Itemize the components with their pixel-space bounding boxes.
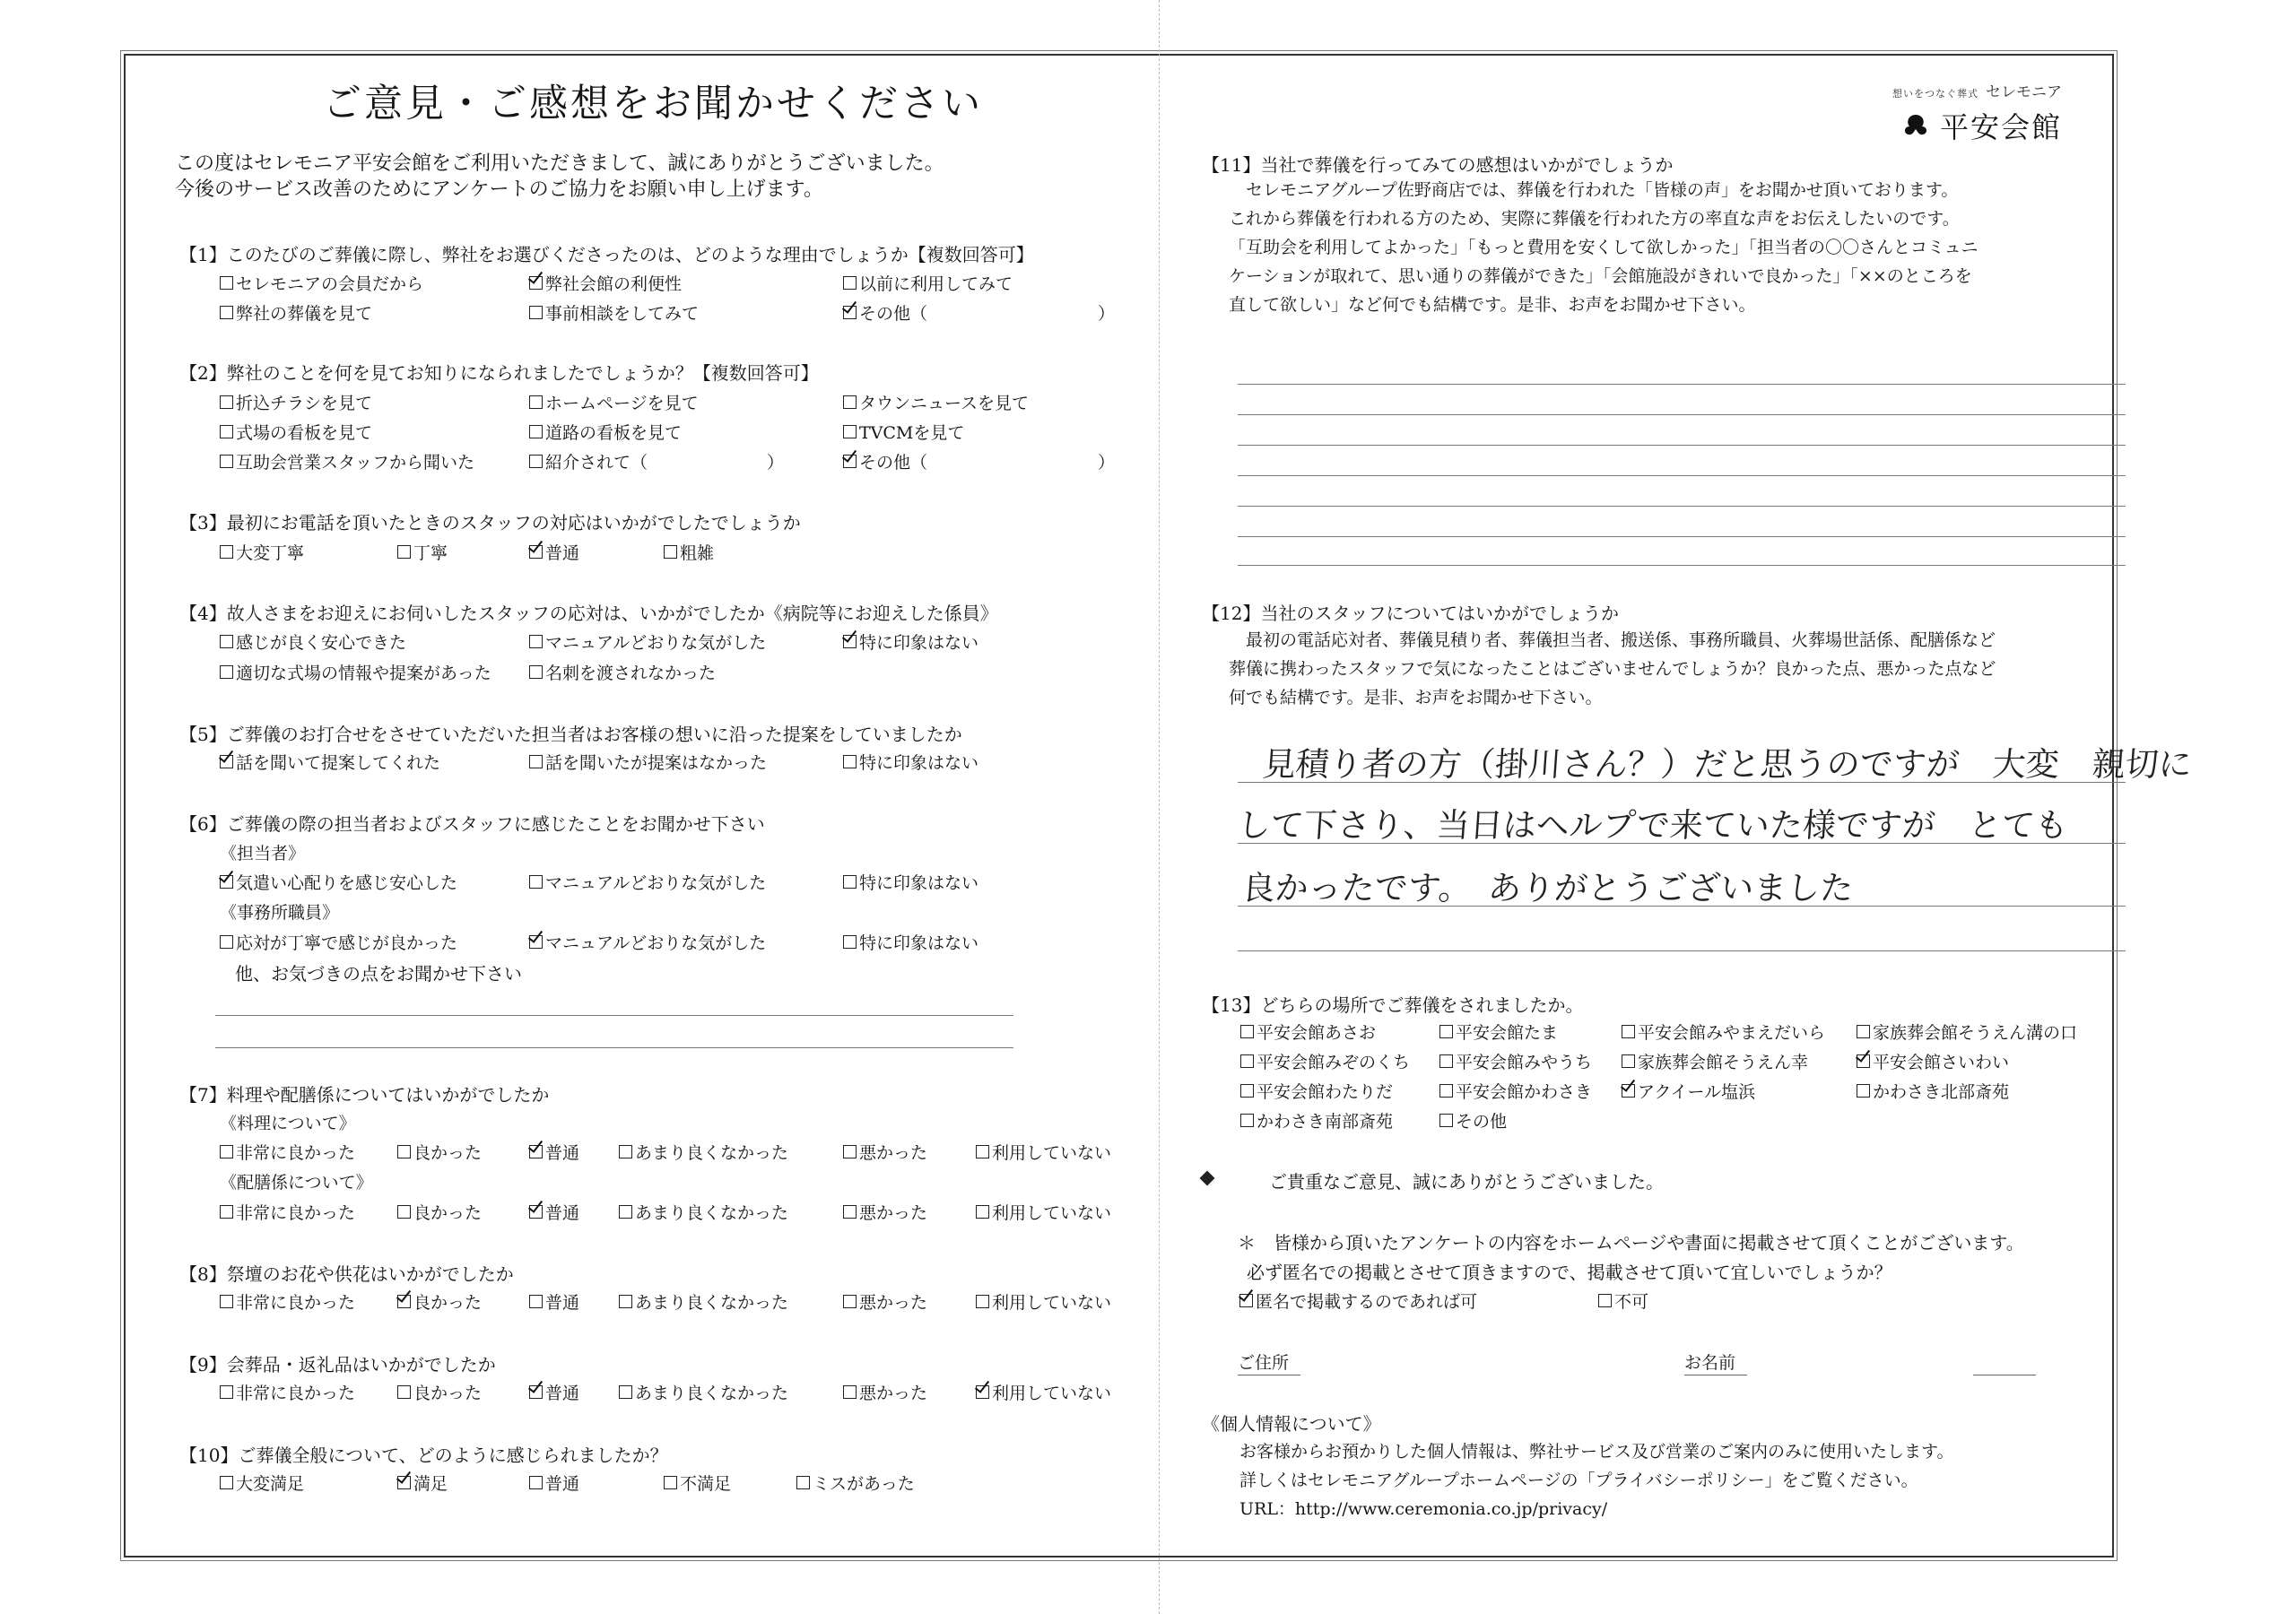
q1-option[interactable] <box>529 300 699 325</box>
option-label: 満足 <box>413 1474 448 1494</box>
option-label: 良かった <box>413 1293 483 1313</box>
q9-option[interactable] <box>976 1380 1111 1404</box>
checkbox[interactable] <box>843 276 857 290</box>
checkbox[interactable] <box>220 1476 233 1489</box>
checkbox[interactable] <box>664 1476 677 1489</box>
checked-checkbox[interactable] <box>220 875 233 889</box>
q2-option[interactable] <box>529 449 784 473</box>
q7-option[interactable] <box>619 1140 788 1164</box>
question-5-title: 【5】ご葬儀のお打合せをさせていただいた担当者はお客様の想いに沿った提案をしていましたか <box>179 724 962 745</box>
option-label: 不可 <box>1614 1292 1649 1312</box>
checkbox[interactable] <box>529 875 543 889</box>
option-label: 悪かった <box>859 1293 928 1313</box>
q9-option[interactable] <box>619 1380 788 1404</box>
option-label: 平安会館みやうち <box>1456 1053 1593 1072</box>
write-line[interactable] <box>1238 782 2126 783</box>
option-label: 良かった <box>413 1143 483 1163</box>
flower-icon <box>1900 112 1931 139</box>
checked-checkbox[interactable] <box>1622 1084 1635 1098</box>
intro-line: 今後のサービス改善のためにアンケートのご協力をお願い申し上げます。 <box>175 178 823 201</box>
option-label: 道路の看板を見て <box>545 423 683 443</box>
option-label: かわさき南部斎苑 <box>1257 1112 1394 1132</box>
checked-checkbox[interactable] <box>843 306 857 319</box>
checkbox[interactable] <box>529 395 543 409</box>
q2-option[interactable] <box>843 390 1029 414</box>
checkbox[interactable] <box>619 1295 632 1308</box>
option-label: 非常に良かった <box>236 1203 356 1223</box>
checkbox[interactable] <box>220 1295 233 1308</box>
option-label: 式場の看板を見て <box>236 423 373 443</box>
q13-option[interactable] <box>1439 1108 1507 1132</box>
option-label: 平安会館あさお <box>1257 1023 1377 1043</box>
q6-other-label: 他、お気づきの点をお聞かせ下さい <box>235 963 522 985</box>
q8-option[interactable] <box>397 1289 482 1314</box>
checkbox[interactable] <box>220 306 233 319</box>
checkbox[interactable] <box>529 665 543 679</box>
q13-option[interactable] <box>1857 1020 2077 1044</box>
handwritten-comment-line: して下さり、当日はヘルプで来ていた様ですが とても <box>1236 806 2070 845</box>
option-label: 普通 <box>545 543 580 563</box>
option-label: マニュアルどおりな気がした <box>545 633 767 653</box>
checkbox[interactable] <box>1439 1114 1453 1127</box>
option-label: TVCMを見て <box>859 423 965 443</box>
checkbox[interactable] <box>664 545 677 559</box>
q6-option[interactable] <box>220 930 457 954</box>
publish-option[interactable] <box>1239 1289 1477 1313</box>
option-label: 利用していない <box>992 1143 1112 1163</box>
option-label: あまり良くなかった <box>635 1143 789 1163</box>
q9-option[interactable] <box>397 1380 482 1404</box>
option-label: 利用していない <box>992 1384 1112 1403</box>
option-label: 弊社会館の利便性 <box>545 274 683 294</box>
option-label: 丁寧 <box>413 543 448 563</box>
intro-line: この度はセレモニア平安会館をご利用いただきまして、誠にありがとうございました。 <box>175 152 944 175</box>
question-3-title: 【3】最初にお電話を頂いたときのスタッフの対応はいかがでしたでしょうか <box>179 512 801 534</box>
checkbox[interactable] <box>619 1205 632 1219</box>
company-logo <box>1892 79 2062 146</box>
q10-option[interactable] <box>397 1471 448 1495</box>
page-title: ご意見・ご感想をお聞かせください <box>323 82 983 126</box>
option-label: 適切な式場の情報や提案があった <box>236 664 491 683</box>
checkbox[interactable] <box>220 935 233 949</box>
q2-option[interactable] <box>843 449 1115 473</box>
write-line[interactable] <box>1238 565 2126 566</box>
q7-option[interactable] <box>976 1200 1111 1224</box>
checkbox[interactable] <box>220 635 233 648</box>
option-label: 特に印象はない <box>859 633 979 653</box>
checkbox[interactable] <box>843 875 857 889</box>
q13-option[interactable] <box>1622 1020 1825 1044</box>
checkbox[interactable] <box>1857 1025 1870 1038</box>
q3-option[interactable] <box>220 540 304 564</box>
option-label: 特に印象はない <box>859 933 979 953</box>
checkbox[interactable] <box>220 276 233 290</box>
question-2-title: 【2】弊社のことを何を見てお知りになられましたでしょうか？【複数回答可】 <box>179 362 819 384</box>
option-label: 良かった <box>413 1203 483 1223</box>
q13-option[interactable] <box>1439 1049 1592 1073</box>
q2-option[interactable] <box>220 390 372 414</box>
checked-checkbox[interactable] <box>529 935 543 949</box>
checked-checkbox[interactable] <box>529 1205 543 1219</box>
option-label: 良かった <box>413 1384 483 1403</box>
option-label: かわさき北部斎苑 <box>1873 1082 2010 1102</box>
checked-checkbox[interactable] <box>1857 1054 1870 1068</box>
question-7-title: 【7】料理や配膳係についてはいかがでしたか <box>179 1084 550 1106</box>
option-label: 弊社の葬儀を見て <box>236 304 373 324</box>
q7-sub-heading: 《配膳係について》 <box>220 1173 373 1193</box>
q2-option[interactable] <box>220 449 474 473</box>
checked-checkbox[interactable] <box>976 1385 989 1399</box>
q6-option[interactable] <box>529 870 766 894</box>
q3-option[interactable] <box>664 540 714 564</box>
checkbox[interactable] <box>220 455 233 468</box>
checked-checkbox[interactable] <box>843 455 857 468</box>
q6-option[interactable] <box>529 930 766 954</box>
checked-checkbox[interactable] <box>843 635 857 648</box>
q7-option[interactable] <box>220 1140 355 1164</box>
option-label: 折込チラシを見て <box>236 394 373 413</box>
q7-option[interactable] <box>220 1200 355 1224</box>
option-label: 非常に良かった <box>236 1143 356 1163</box>
q5-option[interactable] <box>529 750 767 774</box>
option-label: 大変満足 <box>236 1474 305 1494</box>
privacy-url-link[interactable]: URL：http://www.ceremonia.co.jp/privacy/ <box>1239 1499 1608 1519</box>
checkbox[interactable] <box>843 1385 857 1399</box>
q4-option[interactable] <box>843 629 978 654</box>
checkbox[interactable] <box>976 1145 989 1158</box>
question-10-title: 【10】ご葬儀全般について、どのように感じられましたか？ <box>179 1445 668 1466</box>
question-1-title: 【1】このたびのご葬儀に際し、弊社をお選びくださったのは、どのような理由でしょうか【複数回答可】 <box>179 244 1034 265</box>
q8-option[interactable] <box>220 1289 355 1314</box>
option-label: 平安会館たま <box>1456 1023 1559 1043</box>
option-label: あまり良くなかった <box>635 1384 789 1403</box>
checkbox[interactable] <box>843 935 857 949</box>
checkbox[interactable] <box>397 1385 411 1399</box>
option-label: 普通 <box>545 1474 580 1494</box>
q13-option[interactable] <box>1857 1049 2009 1073</box>
checkbox[interactable] <box>1598 1294 1612 1307</box>
q3-option[interactable] <box>397 540 448 564</box>
option-label: 紹介されて（ ） <box>545 453 785 473</box>
q4-option[interactable] <box>220 629 406 654</box>
q11-description: セレモニアグループ佐野商店では、葬儀を行われた「皆様の声」をお聞かせ頂いております。 これから葬儀を行われる方のため、実際に葬儀を行われた方の率直な声をお伝えしたいのです。 「互助会を利用してよかった」「もっと費用を安くして欲しかった」「担当者の〇〇さんとコミュニ ケーションが取れて、思い通りの葬儀ができた」「会館施設がきれいで良かった」「××のところを 直して欲しい」など何でも結構です。是非、お声をお聞かせ下さい。 <box>1229 180 1979 315</box>
checkbox[interactable] <box>843 425 857 438</box>
q13-option[interactable] <box>1622 1079 1755 1103</box>
q7-sub-heading: 《料理について》 <box>220 1114 356 1133</box>
question-4-title: 【4】故人さまをお迎えにお伺いしたスタッフの応対は、いかがでしたか《病院等にお迎えした係員》 <box>179 603 998 624</box>
q7-option[interactable] <box>619 1200 788 1224</box>
q2-option[interactable] <box>529 420 682 444</box>
checkbox[interactable] <box>843 395 857 409</box>
checked-checkbox[interactable] <box>397 1476 411 1489</box>
option-label: 平安会館わたりだ <box>1257 1082 1394 1102</box>
q13-option[interactable] <box>1622 1049 1808 1073</box>
write-line[interactable] <box>1238 414 2126 415</box>
checkbox[interactable] <box>220 425 233 438</box>
option-label: 互助会営業スタッフから聞いた <box>236 453 475 473</box>
option-label: 普通 <box>545 1143 580 1163</box>
q1-option[interactable] <box>220 300 372 325</box>
option-label: 平安会館かわさき <box>1456 1082 1593 1102</box>
option-label: 悪かった <box>859 1143 928 1163</box>
option-label: 家族葬会館そうえん溝の口 <box>1873 1023 2078 1043</box>
checkbox[interactable] <box>220 1385 233 1399</box>
q8-option[interactable] <box>529 1289 579 1314</box>
q10-option[interactable] <box>664 1471 731 1495</box>
option-label: セレモニアの会員だから <box>236 274 424 294</box>
q4-option[interactable] <box>529 629 766 654</box>
option-label: ホームページを見て <box>545 394 699 413</box>
option-label: 普通 <box>545 1293 580 1313</box>
name-label: お名前 <box>1684 1353 1736 1373</box>
option-label: 不満足 <box>680 1474 732 1494</box>
option-label: その他（ ） <box>859 304 1116 324</box>
checkbox[interactable] <box>397 545 411 559</box>
checkbox[interactable] <box>220 665 233 679</box>
q12-description: 最初の電話応対者、葬儀見積り者、葬儀担当者、搬送係、事務所職員、火葬場世話係、配膳係など 葬儀に携わったスタッフで気になったことはございませんでしょうか？良かった点、悪かった点など 何でも結構です。是非、お声をお聞かせ下さい。 <box>1229 630 1996 707</box>
option-label: 普通 <box>545 1384 580 1403</box>
publish-option[interactable] <box>1598 1289 1648 1313</box>
checkbox[interactable] <box>1240 1114 1254 1127</box>
q13-option[interactable] <box>1240 1079 1393 1103</box>
checkbox[interactable] <box>976 1205 989 1219</box>
option-label: 匿名で掲載するのであれば可 <box>1256 1292 1478 1312</box>
option-label: その他（ ） <box>859 453 1116 473</box>
checkbox[interactable] <box>843 1145 857 1158</box>
option-label: 以前に利用してみて <box>859 274 1013 294</box>
option-label: 悪かった <box>859 1203 928 1223</box>
q7-option[interactable] <box>529 1140 579 1164</box>
checkbox[interactable] <box>976 1295 989 1308</box>
q2-option[interactable] <box>220 420 372 444</box>
checkbox[interactable] <box>1622 1025 1635 1038</box>
q13-option[interactable] <box>1240 1020 1376 1044</box>
option-label: 利用していない <box>992 1293 1112 1313</box>
option-label: 非常に良かった <box>236 1293 356 1313</box>
write-line[interactable] <box>1238 506 2126 507</box>
option-label: 大変丁寧 <box>236 543 305 563</box>
q2-option[interactable] <box>843 420 964 444</box>
option-label: あまり良くなかった <box>635 1293 789 1313</box>
option-label: 粗雑 <box>680 543 715 563</box>
q1-option[interactable] <box>843 271 1013 295</box>
option-label: 感じが良く安心できた <box>236 633 407 653</box>
option-label: 非常に良かった <box>236 1384 356 1403</box>
q1-option[interactable] <box>529 271 682 295</box>
checkbox[interactable] <box>619 1145 632 1158</box>
write-line[interactable] <box>215 1015 1013 1016</box>
intro-text <box>175 151 944 203</box>
privacy-title: 《個人情報について》 <box>1202 1413 1381 1435</box>
option-label: 悪かった <box>859 1384 928 1403</box>
option-label: マニュアルどおりな気がした <box>545 873 767 893</box>
privacy-text: お客様からお預かりした個人情報は、弊社サービス及び営業のご案内のみに使用いたします。 <box>1239 1442 1954 1462</box>
option-label: 家族葬会館そうえん幸 <box>1638 1053 1809 1072</box>
question-9-title: 【9】会葬品・返礼品はいかがでしたか <box>179 1354 496 1375</box>
q7-option[interactable] <box>843 1140 927 1164</box>
write-line[interactable] <box>215 1047 1013 1048</box>
q5-option[interactable] <box>843 750 978 774</box>
publish-notice: ＊ 皆様から頂いたアンケートの内容をホームページや書面に掲載させて頂くことがございます。 <box>1238 1232 2024 1254</box>
q6-option[interactable] <box>220 870 457 894</box>
question-8-title: 【8】祭壇のお花や供花はいかがでしたか <box>179 1263 514 1285</box>
checkbox[interactable] <box>397 1145 411 1158</box>
publish-question: 必ず匿名での掲載とさせて頂きますので、掲載させて頂いて宜しいでしょうか？ <box>1247 1262 1892 1283</box>
q1-option[interactable] <box>220 271 423 295</box>
checked-checkbox[interactable] <box>1239 1294 1253 1307</box>
write-line[interactable] <box>1238 843 2126 844</box>
checkbox[interactable] <box>843 1205 857 1219</box>
q8-option[interactable] <box>843 1289 927 1314</box>
write-line[interactable] <box>1238 475 2126 476</box>
question-11-title: 【11】当社で葬儀を行ってみての感想はいかがでしょうか <box>1202 154 1674 176</box>
checkbox[interactable] <box>1622 1054 1635 1068</box>
checkbox[interactable] <box>1240 1084 1254 1098</box>
option-label: 平安会館みぞのくち <box>1257 1053 1411 1072</box>
checkbox[interactable] <box>843 755 857 768</box>
q10-option[interactable] <box>796 1471 915 1495</box>
question-12-title: 【12】当社のスタッフについてはいかがでしょうか <box>1202 603 1620 624</box>
q6-option[interactable] <box>843 930 978 954</box>
question-6-title: 【6】ご葬儀の際の担当者およびスタッフに感じたことをお聞かせ下さい <box>179 813 765 835</box>
checked-checkbox[interactable] <box>529 276 543 290</box>
write-line[interactable] <box>1238 445 2126 446</box>
checked-checkbox[interactable] <box>397 1295 411 1308</box>
q4-option[interactable] <box>220 660 491 684</box>
question-13-title: 【13】どちらの場所でご葬儀をされましたか。 <box>1202 994 1584 1016</box>
handwritten-comment-line: 見積り者の方（掛川さん？）だと思うのですが 大変 親切に <box>1261 745 2194 784</box>
q7-option[interactable] <box>976 1140 1111 1164</box>
option-label: 名刺を渡されなかった <box>545 664 717 683</box>
write-line[interactable] <box>1238 906 2126 907</box>
q7-option[interactable] <box>529 1200 579 1224</box>
option-label: あまり良くなかった <box>635 1203 789 1223</box>
checkbox[interactable] <box>529 306 543 319</box>
q10-option[interactable] <box>529 1471 579 1495</box>
q13-option[interactable] <box>1240 1049 1410 1073</box>
checked-checkbox[interactable] <box>529 545 543 559</box>
write-line[interactable] <box>1238 950 2126 951</box>
q13-option[interactable] <box>1439 1079 1592 1103</box>
checkbox[interactable] <box>220 1145 233 1158</box>
q6-option[interactable] <box>843 870 978 894</box>
q13-option[interactable] <box>1857 1079 2009 1103</box>
option-label: 平安会館みやまえだいら <box>1638 1023 1826 1043</box>
q4-option[interactable] <box>529 660 716 684</box>
logo-brand: 平安会館 <box>1939 110 2062 144</box>
q8-option[interactable] <box>619 1289 788 1314</box>
q9-option[interactable] <box>220 1380 355 1404</box>
option-label: 特に印象はない <box>859 873 979 893</box>
checkbox[interactable] <box>529 425 543 438</box>
q2-option[interactable] <box>529 390 699 414</box>
option-label: タウンニュースを見て <box>859 394 1030 413</box>
checkbox[interactable] <box>1240 1025 1254 1038</box>
checkbox[interactable] <box>1439 1054 1453 1068</box>
checkbox[interactable] <box>397 1205 411 1219</box>
checkbox[interactable] <box>1240 1054 1254 1068</box>
option-label: 話を聞いて提案してくれた <box>236 753 441 773</box>
q9-option[interactable] <box>529 1380 579 1404</box>
q7-option[interactable] <box>397 1140 482 1164</box>
q6-sub-heading: 《担当者》 <box>220 844 306 863</box>
option-label: その他 <box>1456 1112 1508 1132</box>
option-label: 利用していない <box>992 1203 1112 1223</box>
checked-checkbox[interactable] <box>220 755 233 768</box>
thanks-message: ご貴重なご意見、誠にありがとうございました。 <box>1269 1171 1664 1193</box>
privacy-text: 詳しくはセレモニアグループホームページの「プライバシーポリシー」をご覧ください。 <box>1239 1471 1918 1490</box>
logo-tagline: 想いをつなぐ葬式 <box>1892 88 1979 100</box>
checkbox[interactable] <box>529 455 543 468</box>
checked-checkbox[interactable] <box>529 1385 543 1399</box>
checkbox[interactable] <box>529 1295 543 1308</box>
page-fold <box>1159 0 1160 1614</box>
q7-option[interactable] <box>397 1200 482 1224</box>
checkbox[interactable] <box>1857 1084 1870 1098</box>
option-label: 気遣い心配りを感じ安心した <box>236 873 458 893</box>
option-label: 特に印象はない <box>859 753 979 773</box>
q9-option[interactable] <box>843 1380 927 1404</box>
checkbox[interactable] <box>1439 1084 1453 1098</box>
option-label: 応対が丁寧で感じが良かった <box>236 933 458 953</box>
q5-option[interactable] <box>220 750 440 774</box>
write-line[interactable] <box>1238 536 2126 537</box>
logo-brand-small: セレモニア <box>1986 83 2062 101</box>
checkbox[interactable] <box>796 1476 810 1489</box>
checkbox[interactable] <box>220 395 233 409</box>
option-label: 平安会館さいわい <box>1873 1053 2010 1072</box>
checkbox[interactable] <box>529 755 543 768</box>
q7-option[interactable] <box>843 1200 927 1224</box>
q3-option[interactable] <box>529 540 579 564</box>
checkbox[interactable] <box>619 1385 632 1399</box>
option-label: ミスがあった <box>813 1474 915 1494</box>
checkbox[interactable] <box>1439 1025 1453 1038</box>
address-label: ご住所 <box>1238 1353 1290 1373</box>
handwritten-comment-line: 良かったです。 ありがとうございました <box>1240 869 1855 907</box>
option-label: 話を聞いたが提案はなかった <box>545 753 768 773</box>
q1-option[interactable] <box>843 300 1115 325</box>
checked-checkbox[interactable] <box>529 1145 543 1158</box>
q13-option[interactable] <box>1439 1020 1558 1044</box>
checkbox[interactable] <box>529 635 543 648</box>
q10-option[interactable] <box>220 1471 304 1495</box>
option-label: マニュアルどおりな気がした <box>545 933 767 953</box>
option-label: アクイール塩浜 <box>1638 1082 1756 1102</box>
checkbox[interactable] <box>843 1295 857 1308</box>
q8-option[interactable] <box>976 1289 1111 1314</box>
q13-option[interactable] <box>1240 1108 1393 1132</box>
write-line[interactable] <box>1238 384 2126 385</box>
option-label: 事前相談をしてみて <box>545 304 700 324</box>
q6-sub-heading: 《事務所職員》 <box>220 903 340 923</box>
checkbox[interactable] <box>220 1205 233 1219</box>
checkbox[interactable] <box>220 545 233 559</box>
option-label: 普通 <box>545 1203 580 1223</box>
checkbox[interactable] <box>529 1476 543 1489</box>
